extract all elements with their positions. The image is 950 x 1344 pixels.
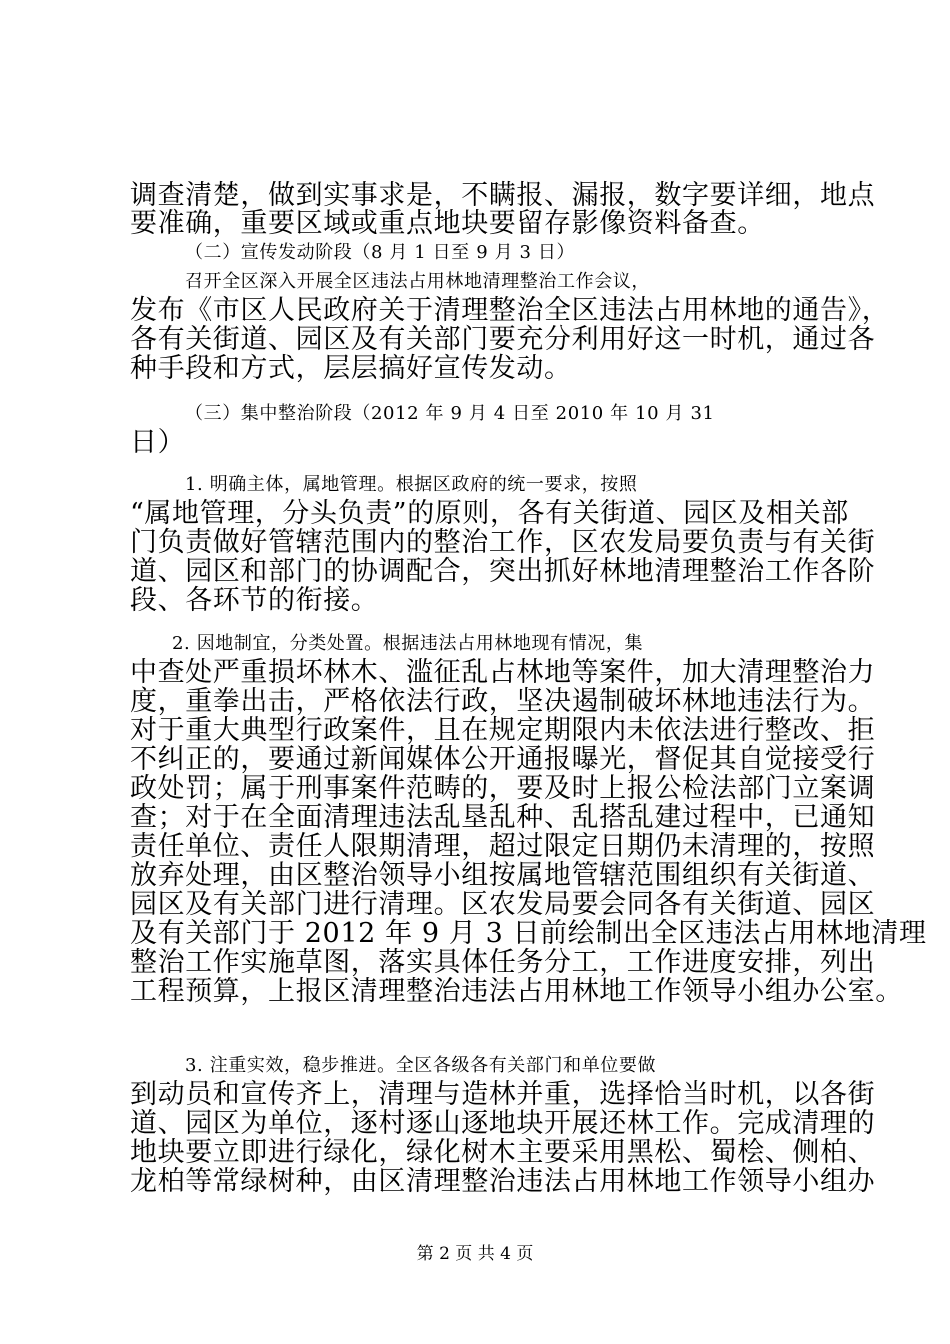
text-line: 调查清楚，做到实事求是，不瞒报、漏报，数字要详细，地点 [130, 180, 876, 211]
text-line: （三）集中整治阶段（2012 年 9 月 4 日至 2010 年 10 月 31 [185, 403, 715, 424]
text-line: 放弃处理，由区整治领导小组按属地管辖范围组织有关街道、 [130, 860, 876, 891]
text-line: （二）宣传发动阶段（8 月 1 日至 9 月 3 日） [185, 242, 576, 263]
text-line: 2. 因地制宜，分类处置。根据违法占用林地现有情况，集 [172, 633, 644, 654]
text-line: 及有关部门于 2012 年 9 月 3 日前绘制出全区违法占用林地清理 [130, 918, 927, 949]
text-line: 各有关街道、园区及有关部门要充分利用好这一时机，通过各 [130, 324, 876, 355]
text-line: 门负责做好管辖范围内的整治工作，区农发局要负责与有关街 [130, 527, 876, 558]
text-line: 段、各环节的衔接。 [130, 585, 379, 616]
text-line: 道、园区为单位，逐村逐山逐地块开展还林工作。完成清理的 [130, 1108, 876, 1139]
text-line: 龙柏等常绿树种，由区清理整治违法占用林地工作领导小组办 [130, 1166, 876, 1197]
text-line: 查；对于在全面清理违法乱垦乱种、乱搭乱建过程中，已通知 [130, 802, 876, 833]
text-line: 责任单位、责任人限期清理，超过限定日期仍未清理的，按照 [130, 831, 876, 862]
text-line: 到动员和宣传齐上，清理与造林并重，选择恰当时机，以各街 [130, 1079, 876, 1110]
text-line: 度，重拳出击，严格依法行政，坚决遏制破坏林地违法行为。 [130, 686, 876, 717]
text-line: 政处罚；属于刑事案件范畴的，要及时上报公检法部门立案调 [130, 773, 876, 804]
text-line: 不纠正的，要通过新闻媒体公开通报曝光，督促其自觉接受行 [130, 744, 876, 775]
text-line: 园区及有关部门进行清理。区农发局要会同各有关街道、园区 [130, 889, 876, 920]
text-line: 对于重大典型行政案件，且在规定期限内未依法进行整改、拒 [130, 715, 876, 746]
text-line: 要准确，重要区域或重点地块要留存影像资料备查。 [130, 208, 765, 239]
text-line: 召开全区深入开展全区违法占用林地清理整治工作会议， [185, 271, 650, 292]
page-number-footer: 第 2 页 共 4 页 [416, 1244, 534, 1264]
text-line: 工程预算，上报区清理整治违法占用林地工作领导小组办公室。 [130, 976, 903, 1007]
text-line: 道、园区和部门的协调配合，突出抓好林地清理整治工作各阶 [130, 556, 876, 587]
text-line: 中查处严重损坏林木、滥征乱占林地等案件，加大清理整治力 [130, 657, 876, 688]
text-line: 3. 注重实效，稳步推进。全区各级各有关部门和单位要做 [185, 1055, 657, 1076]
text-line: 日） [130, 427, 186, 458]
text-line: 1. 明确主体，属地管理。根据区政府的统一要求，按照 [185, 474, 638, 495]
text-line: 整治工作实施草图，落实具体任务分工，工作进度安排，列出 [130, 947, 876, 978]
text-line: 种手段和方式，层层搞好宣传发动。 [130, 353, 572, 384]
text-line: “属地管理，分头负责”的原则，各有关街道、园区及相关部 [130, 498, 849, 529]
text-line: 发布《市区人民政府关于清理整治全区违法占用林地的通告》， [130, 295, 890, 326]
text-line: 地块要立即进行绿化，绿化树木主要采用黑松、蜀桧、侧柏、 [130, 1137, 876, 1168]
